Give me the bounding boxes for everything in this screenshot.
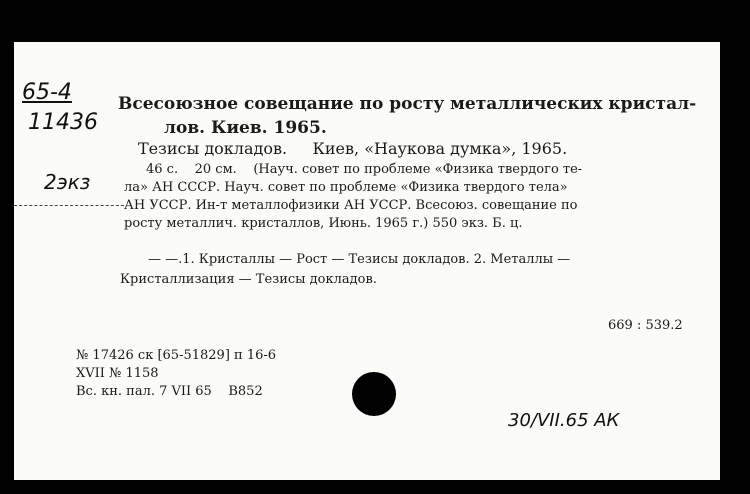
date-initials-note: 30/VII.65 АК <box>508 410 620 431</box>
classification-number: 669 : 539.2 <box>608 318 683 333</box>
entry-description-line-4: росту металлич. кристаллов, Июнь. 1965 г.) 550 экз. Б. ц. <box>124 216 523 231</box>
entry-description-line-1: 46 с. 20 см. (Науч. совет по проблеме «Физика твердого те- <box>146 162 583 177</box>
registry-line-1: № 17426 ск [65-51829] п 16-6 <box>76 348 277 363</box>
copies-note: 2экз <box>44 170 91 194</box>
card-divider <box>14 205 124 206</box>
subject-headings-line-1: — —.1. Кристаллы — Рост — Тезисы докладов. 2. Металлы — <box>148 252 571 267</box>
catalog-card <box>14 42 720 480</box>
entry-heading-line-1: Всесоюзное совещание по росту металлических кристал- <box>118 94 697 114</box>
subject-headings-line-2: Кристаллизация — Тезисы докладов. <box>120 272 377 287</box>
entry-description-line-3: АН УССР. Ин-т металлофизики АН УССР. Всесоюз. совещание по <box>124 198 578 213</box>
shelf-mark-bottom: 11436 <box>28 110 98 135</box>
card-punch-hole <box>352 372 396 416</box>
entry-description-line-2: ла» АН СССР. Науч. совет по проблеме «Физика твердого тела» <box>124 180 568 195</box>
shelf-mark-top: 65-4 <box>22 80 72 105</box>
entry-heading-line-2: лов. Киев. 1965. <box>164 118 327 138</box>
registry-line-2: XVII № 1158 <box>76 366 159 381</box>
registry-line-3: Вс. кн. пал. 7 VII 65 В852 <box>76 384 263 399</box>
entry-title-line: Тезисы докладов. Киев, «Наукова думка», 1965. <box>138 139 568 158</box>
